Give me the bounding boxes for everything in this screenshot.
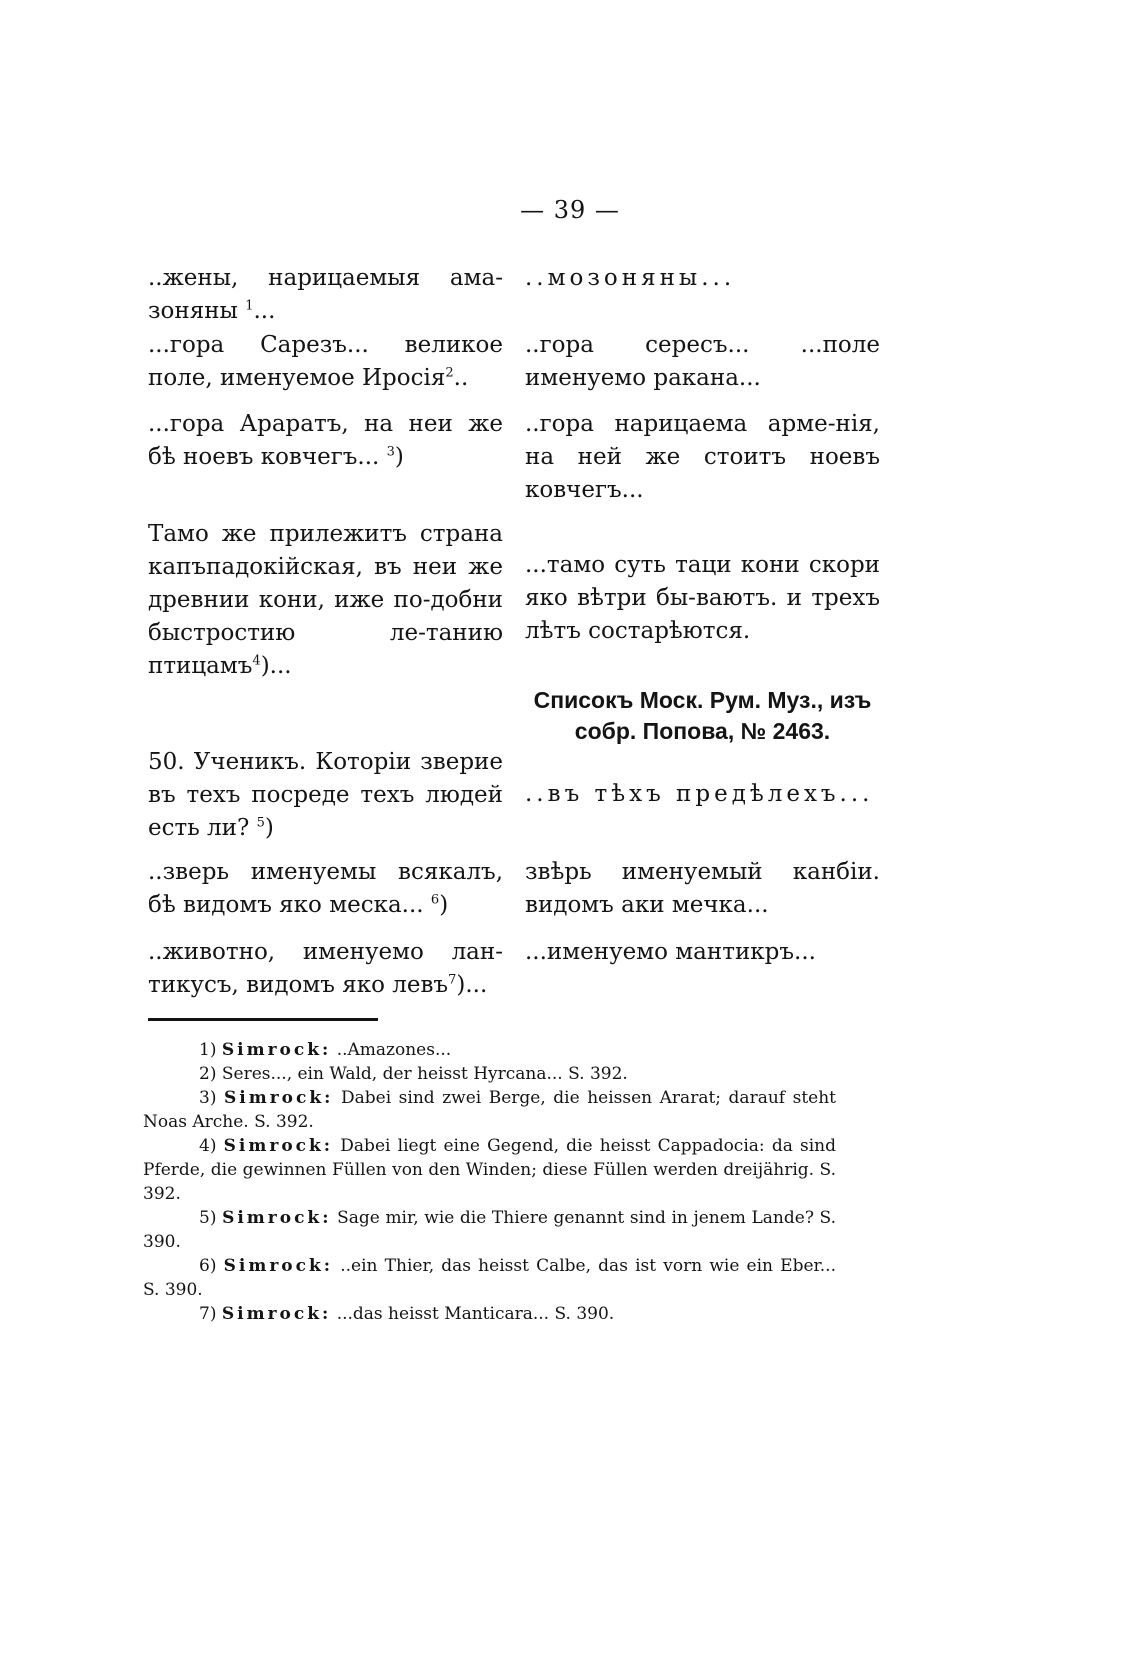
footnote-4 (143, 1134, 836, 1206)
left-passage-tail: )... (260, 653, 292, 679)
footnotes (143, 1038, 836, 1326)
right-passage-armenia: ..гора нарицаема арме-нія, на ней же стоитъ ноевъ ковчегъ... (525, 411, 880, 503)
footnote-text: Sage mir, wie die Thiere genannt sind in jenem Lande? S. 390. (143, 1208, 836, 1252)
footnote-mark: 7) (199, 1304, 217, 1324)
footnote-ref: 1 (245, 298, 254, 314)
left-passage-tail: ) (439, 892, 449, 918)
right-passage-mantikr: ...именуемо мантикръ... (525, 939, 816, 965)
footnote-text: ..Amazones... (336, 1040, 452, 1060)
left-passage-text: 50. Ученикъ. Которіи зверие въ техъ посреде техъ людей есть ли? (148, 749, 503, 841)
footnote-divider (148, 1018, 378, 1021)
left-passage-text: ..зверь именуемы всякалъ, бѣ видомъ яко меска... (148, 859, 503, 918)
left-passage-lantikus (148, 936, 503, 1002)
footnote-author: Simrock: (223, 1256, 334, 1276)
footnote-text: Dabei sind zwei Berge, die heissen Ararat; darauf steht Noas Arche. S. 392. (143, 1088, 837, 1132)
left-passage-tail: .. (453, 365, 469, 391)
footnote-7 (143, 1302, 836, 1326)
right-passage-horses: ...тамо суть таци кони скори яко вѣтри бы-ваютъ. и трехъ лѣтъ состарѣются. (525, 552, 880, 644)
footnote-author: Simrock: (223, 1136, 334, 1156)
left-passage-text: ..животно, именуемо лан-тикусъ, видомъ яко левъ (148, 939, 503, 998)
footnote-text: Seres..., ein Wald, der heisst Hyrcana... S. 392. (221, 1064, 628, 1084)
left-passage-ararat (148, 408, 503, 474)
footnote-ref: 7 (448, 972, 457, 988)
footnote-ref: 5 (256, 815, 265, 831)
left-passage-tail: ... (253, 298, 276, 324)
manuscript-heading: Списокъ Моск. Рум. Муз., изъ собр. Попова, № 2463. (533, 687, 872, 744)
left-passage-tail: ) (394, 444, 404, 470)
footnote-mark: 6) (199, 1256, 217, 1276)
right-passage-mozonyany: ..мозоняны... (525, 265, 736, 291)
footnote-text: Dabei liegt eine Gegend, die heisst Cappadocia: da sind Pferde, die gewinnen Füllen von den Winden; diese Füllen werden dreijährig. S. 392. (143, 1136, 837, 1204)
left-passage-text: ...гора Араратъ, на неи же бѣ ноевъ ковчегъ... (148, 411, 503, 470)
left-passage-text: ..жены, нарицаемыя ама-зоняны (148, 265, 503, 324)
right-passage-kanbii: звѣрь именуемый канбіи. видомъ аки мечка... (525, 859, 880, 918)
footnote-author: Simrock: (221, 1040, 332, 1060)
footnote-2 (143, 1062, 836, 1086)
footnote-text: ..ein Thier, das heisst Calbe, das ist vorn wie ein Eber... S. 390. (143, 1256, 836, 1300)
footnote-6 (143, 1254, 836, 1302)
footnote-mark: 1) (199, 1040, 217, 1060)
left-passage-text: Тамо же прилежитъ страна капъпадокійская, въ неи же древнии кони, иже по-добни быстростию ле-танию птицамъ (148, 521, 503, 679)
footnote-1 (143, 1038, 836, 1062)
footnote-5 (143, 1206, 836, 1254)
footnote-ref: 2 (445, 365, 454, 381)
footnote-ref: 6 (430, 892, 440, 908)
footnote-mark: 4) (199, 1136, 217, 1156)
footnote-3 (143, 1086, 836, 1134)
left-passage-student-question (148, 746, 503, 845)
left-passage-sarez (148, 329, 503, 395)
left-passage-amazons (148, 262, 503, 328)
footnote-ref: 4 (252, 653, 261, 669)
page-number: — 39 — (520, 196, 620, 224)
left-passage-cappadocia (148, 518, 503, 683)
footnote-ref: 3 (386, 444, 395, 460)
left-passage-tail: )... (456, 972, 488, 998)
footnote-mark: 5) (199, 1208, 217, 1228)
footnote-text: ...das heisst Manticara... S. 390. (336, 1304, 615, 1324)
footnote-mark: 3) (199, 1088, 217, 1108)
right-passage-predelekh: ..въ тѣхъ предѣлехъ... (525, 781, 874, 807)
left-passage-vsyakal (148, 856, 503, 922)
right-passage-seres: ..гора сересъ... ...поле именуемо ракана... (525, 332, 880, 391)
left-passage-text: ...гора Сарезъ... великое поле, именуемое Иросія (148, 332, 503, 391)
footnote-author: Simrock: (222, 1208, 332, 1228)
footnote-author: Simrock: (224, 1088, 334, 1108)
left-passage-tail: ) (264, 815, 274, 841)
footnote-mark: 2) (199, 1064, 217, 1084)
footnote-author: Simrock: (221, 1304, 332, 1324)
